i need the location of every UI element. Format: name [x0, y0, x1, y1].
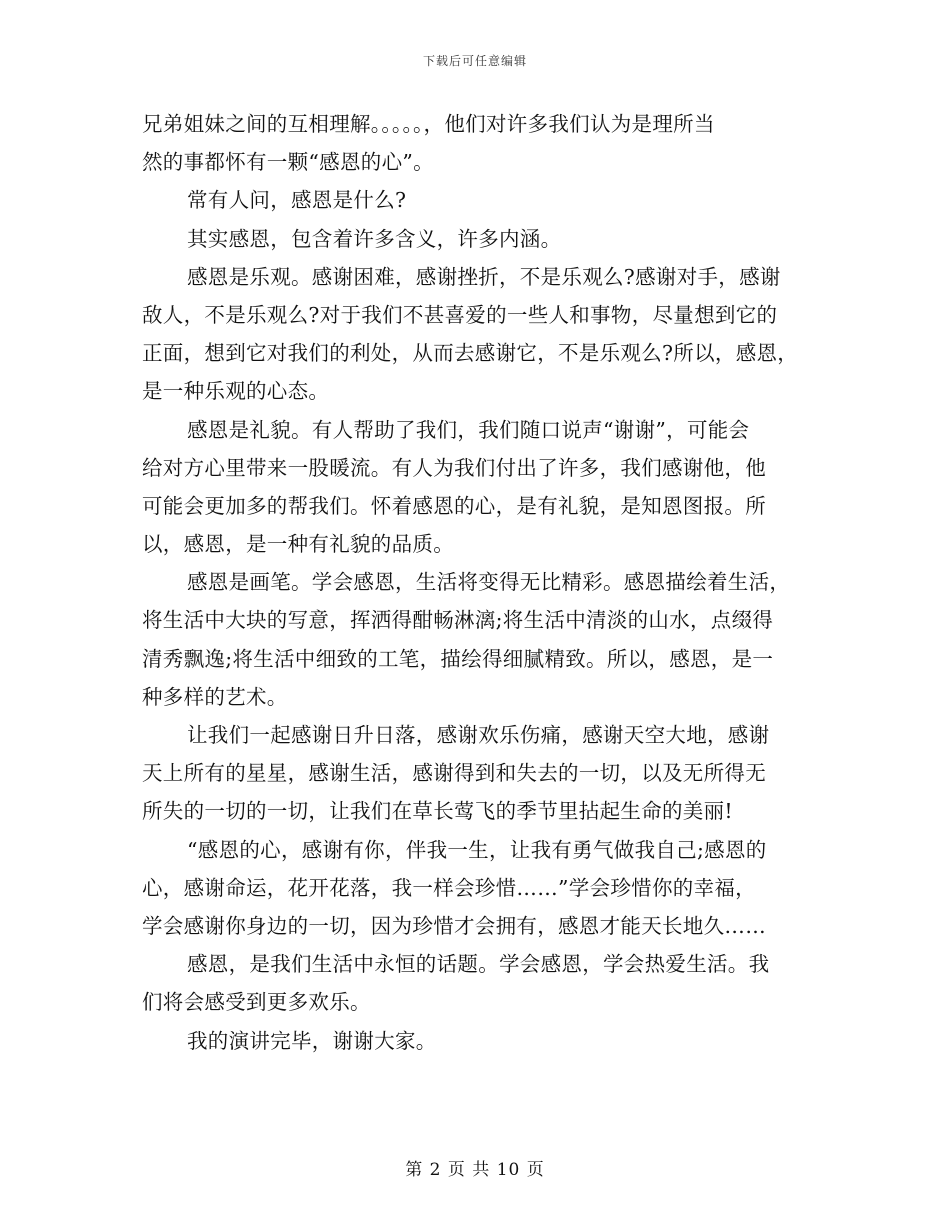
text-line: 是一种乐观的心态。 [142, 379, 330, 404]
page-header: 下载后可任意编辑 [422, 54, 527, 68]
text-line: 感恩是画笔。学会感恩，生活将变得无比精彩。感恩描绘着生活， [187, 570, 791, 595]
text-line: 所失的一切的一切，让我们在草长莺飞的季节里拈起生命的美丽! [142, 799, 733, 824]
text-line: 清秀飘逸;将生活中细致的工笔，描绘得细腻精致。所以，感恩，是一 [142, 646, 774, 671]
page-footer: 第 2 页 共 10 页 [405, 1160, 545, 1180]
text-line: 们将会感受到更多欢乐。 [142, 990, 371, 1015]
text-line: 兄弟姐妹之间的互相理解。。。。。，他们对许多我们认为是理所当 [142, 112, 715, 136]
text-line: “感恩的心，感谢有你，伴我一生，让我有勇气做我自己;感恩的 [187, 837, 767, 862]
text-line: 然的事都怀有一颗“感恩的心”。 [142, 150, 434, 175]
text-line: 种多样的艺术。 [142, 684, 288, 709]
text-line: 常有人问，感恩是什么? [187, 188, 407, 213]
text-line: 将生活中大块的写意，挥洒得酣畅淋漓;将生活中清淡的山水，点缀得 [142, 608, 774, 633]
text-line: 正面，想到它对我们的利处，从而去感谢它，不是乐观么?所以，感恩， [142, 341, 799, 366]
text-line: 感恩是乐观。感谢困难，感谢挫折，不是乐观么?感谢对手，感谢 [187, 264, 781, 289]
text-line: 学会感谢你身边的一切，因为珍惜才会拥有，感恩才能天长地久…… [142, 913, 766, 938]
text-line: 其实感恩，包含着许多含义，许多内涵。 [187, 226, 562, 251]
text-line: 感恩，是我们生活中永恒的话题。学会感恩，学会热爱生活。我 [187, 952, 770, 977]
text-line: 给对方心里带来一股暖流。有人为我们付出了许多，我们感谢他，他 [142, 455, 766, 480]
text-line: 以，感恩，是一种有礼貌的品质。 [142, 532, 454, 557]
text-line: 感恩是礼貌。有人帮助了我们，我们随口说声“谢谢”，可能会 [187, 417, 750, 442]
document-body [142, 105, 812, 1060]
text-line: 我的演讲完毕，谢谢大家。 [187, 1028, 437, 1053]
text-line: 敌人，不是乐观么?对于我们不甚喜爱的一些人和事物，尽量想到它的 [142, 302, 778, 327]
text-line: 心，感谢命运，花开花落，我一样会珍惜……”学会珍惜你的幸福， [142, 875, 756, 900]
text-line: 让我们一起感谢日升日落，感谢欢乐伤痛，感谢天空大地，感谢 [187, 723, 770, 747]
text-line: 可能会更加多的帮我们。怀着感恩的心，是有礼貌，是知恩图报。所 [142, 493, 766, 518]
text-line: 天上所有的星星，感谢生活，感谢得到和失去的一切，以及无所得无 [142, 761, 766, 786]
